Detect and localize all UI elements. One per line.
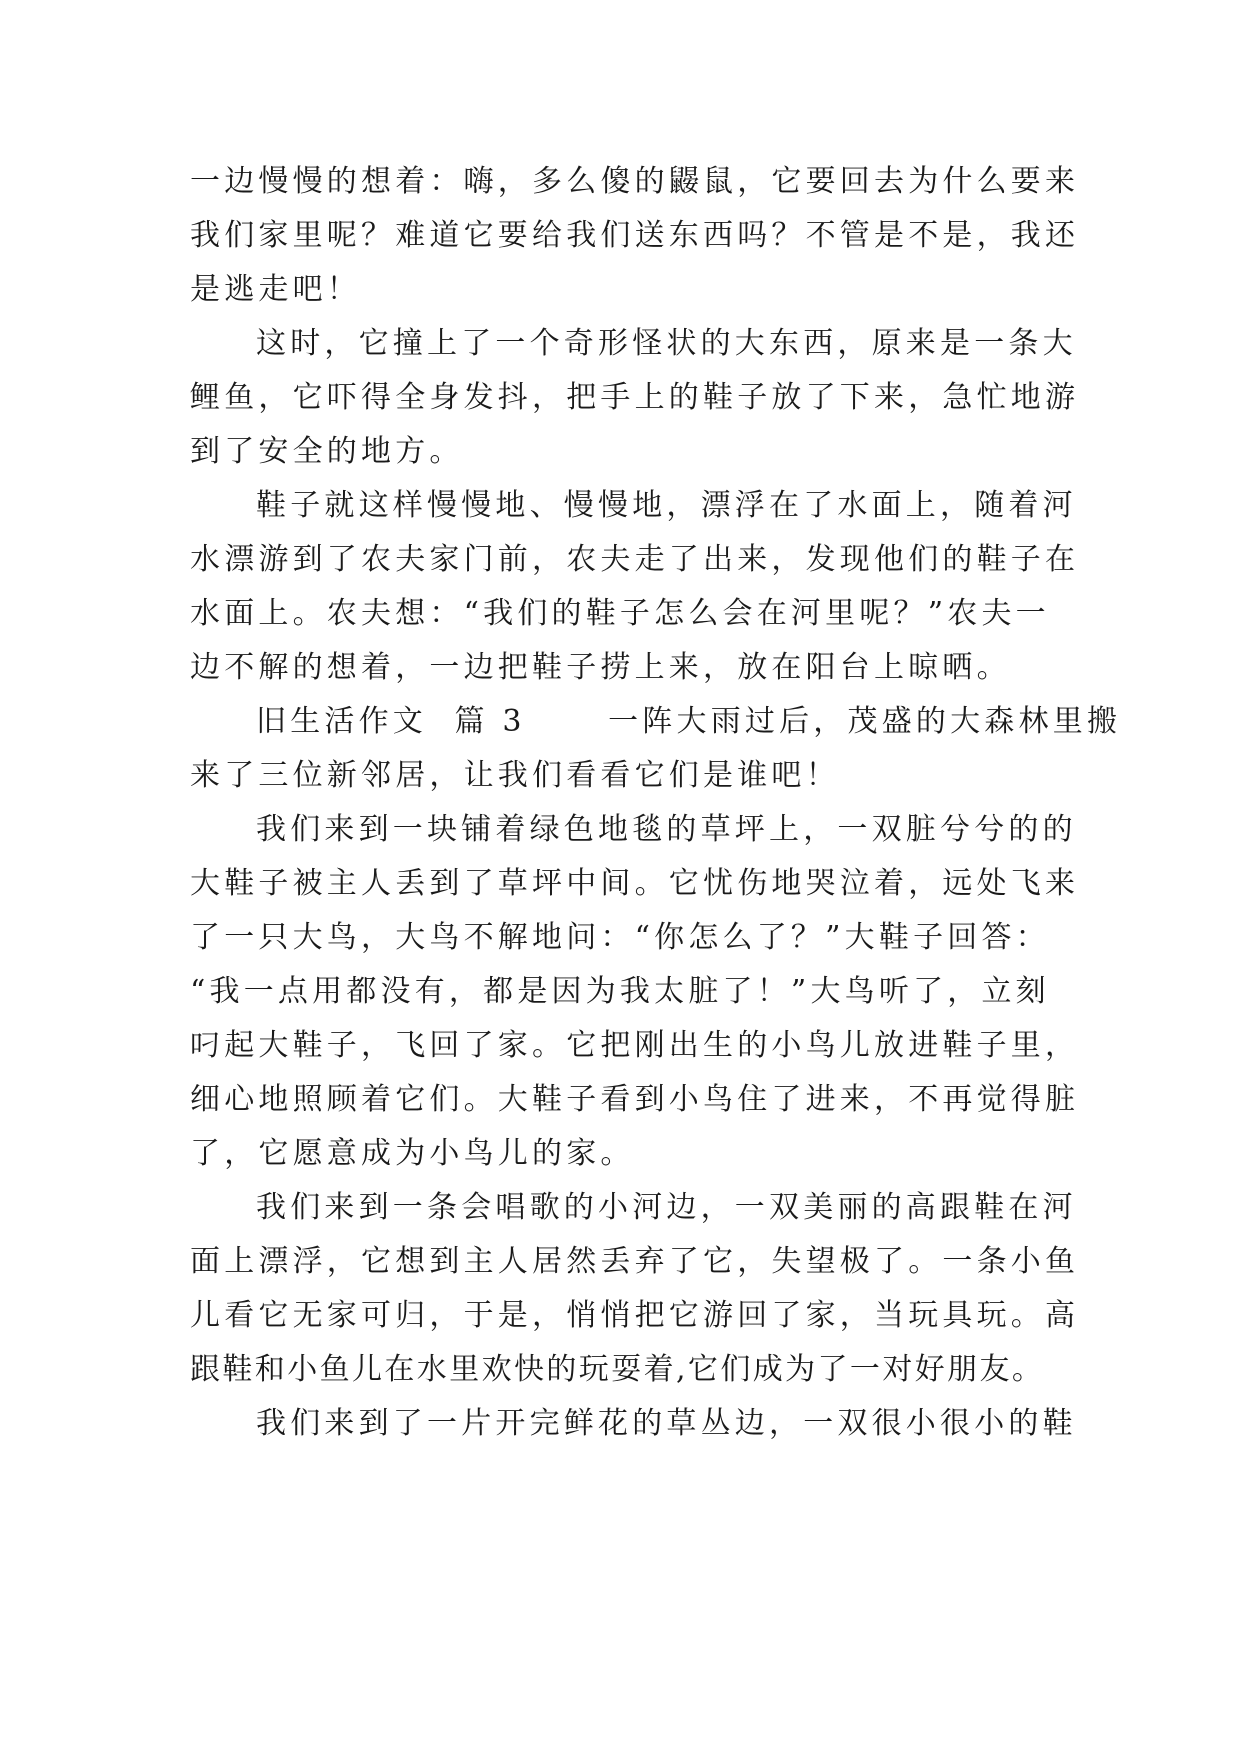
- text-line: 到了安全的地方。: [190, 434, 464, 469]
- text-line: 叼起大鞋子，飞回了家。它把刚出生的小鸟儿放进鞋子里，: [190, 1028, 1080, 1063]
- text-line: 边不解的想着，一边把鞋子捞上来，放在阳台上晾晒。: [190, 650, 1011, 685]
- text-line: 跟鞋和小鱼儿在水里欢快的玩耍着,它们成为了一对好朋友。: [190, 1352, 1045, 1387]
- text-line: 一边慢慢的想着：嗨，多么傻的鼹鼠，它要回去为什么要来: [190, 164, 1080, 199]
- text-line: “我一点用都没有，都是因为我太脏了！”大鸟听了，立刻: [190, 974, 1050, 1009]
- text-line: 我们来到一块铺着绿色地毯的草坪上，一双脏兮兮的的: [256, 812, 1077, 847]
- text-line: 我们来到了一片开完鲜花的草丛边，一双很小很小的鞋: [256, 1406, 1077, 1441]
- text-line: 鞋子就这样慢慢地、慢慢地，漂浮在了水面上，随着河: [256, 488, 1077, 523]
- text-line: 细心地照顾着它们。大鞋子看到小鸟住了进来，不再觉得脏: [190, 1082, 1080, 1117]
- text-line: 鲤鱼，它吓得全身发抖，把手上的鞋子放了下来，急忙地游: [190, 380, 1080, 415]
- text-line: 大鞋子被主人丢到了草坪中间。它忧伤地哭泣着，远处飞来: [190, 866, 1080, 901]
- text-line: 面上漂浮，它想到主人居然丢弃了它，失望极了。一条小鱼: [190, 1244, 1080, 1279]
- text-line: 儿看它无家可归，于是，悄悄把它游回了家，当玩具玩。高: [190, 1298, 1080, 1333]
- text-line: 水漂游到了农夫家门前，农夫走了出来，发现他们的鞋子在: [190, 542, 1080, 577]
- text-line: 这时，它撞上了一个奇形怪状的大东西，原来是一条大: [256, 326, 1077, 361]
- text-line: 来了三位新邻居，让我们看看它们是谁吧！: [190, 758, 840, 793]
- text-line: 了，它愿意成为小鸟儿的家。: [190, 1136, 635, 1171]
- section-heading-line: 旧生活作文 篇 3 一阵大雨过后，茂盛的大森林里搬: [256, 704, 1122, 739]
- text-line: 我们家里呢？难道它要给我们送东西吗？不管是不是，我还: [190, 218, 1080, 253]
- text-line: 我们来到一条会唱歌的小河边，一双美丽的高跟鞋在河: [256, 1190, 1077, 1225]
- text-line: 是逃走吧！: [190, 272, 361, 307]
- text-line: 了一只大鸟，大鸟不解地问：“你怎么了？”大鞋子回答：: [190, 920, 1050, 955]
- text-line: 水面上。农夫想：“我们的鞋子怎么会在河里呢？”农夫一: [190, 596, 1050, 631]
